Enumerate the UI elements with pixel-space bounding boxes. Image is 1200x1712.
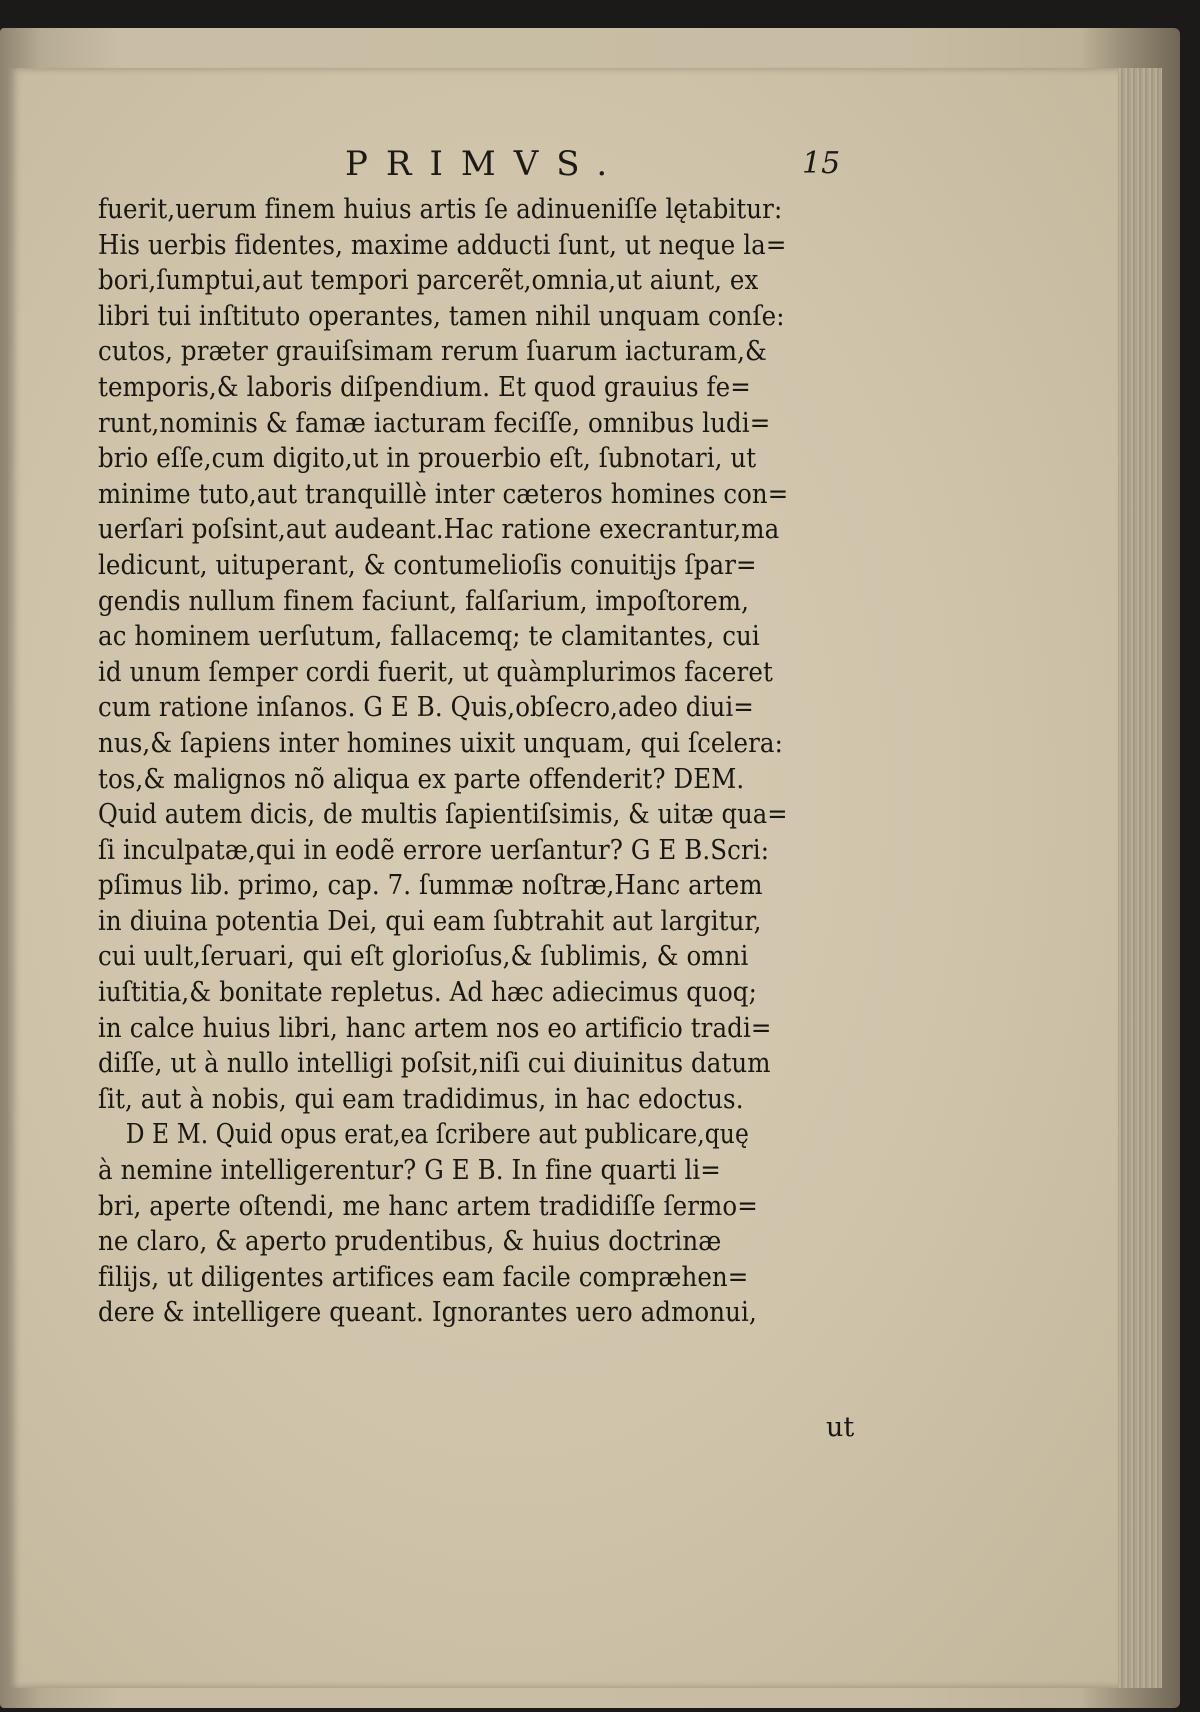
page-number: 15: [802, 146, 841, 181]
running-head-title: PRIMVS.: [345, 144, 626, 184]
page-edges: [1118, 68, 1162, 1688]
text-line: tos,& malignos nõ aliqua ex parte offenderit? DEM.: [98, 763, 745, 795]
text-line: uerſari poſsint,aut audeant.Hac ratione execrantur,ma: [98, 514, 780, 546]
text-line: ſi inculpatæ,qui in eodẽ errore uerſantur? G E B.Scri:: [98, 834, 770, 866]
text-line: D E M. Quid opus erat,ea ſcribere aut publicare,quę: [125, 1119, 749, 1151]
text-line: pſimus lib. primo, cap. 7. ſummæ noſtræ,Hanc artem: [98, 870, 763, 902]
catchword: ut: [826, 1412, 855, 1443]
text-line: ledicunt, uituperant, & contumelioſis conuitijs ſpar=: [98, 549, 757, 581]
text-line: dere & intelligere queant. Ignorantes uero admonui,: [98, 1297, 757, 1329]
text-line: bori,ſumptui,aut tempori parcerẽt,omnia,ut aiunt, ex: [98, 265, 759, 297]
text-line: gendis nullum finem faciunt, falſarium, impoſtorem,: [98, 585, 749, 617]
text-line: bri, aperte oſtendi, me hanc artem tradidiſſe ſermo=: [98, 1190, 758, 1222]
text-line: filijs, ut diligentes artifices eam facile compræhen=: [98, 1261, 749, 1293]
text-line: ſit, aut à nobis, qui eam tradidimus, in hac edoctus.: [98, 1083, 744, 1115]
text-line: in calce huius libri, hanc artem nos eo artificio tradi=: [98, 1012, 772, 1044]
text-line: diſſe, ut à nullo intelligi poſsit,niſi cui diuinitus datum: [98, 1048, 771, 1080]
text-line: cui uult,ſeruari, qui eſt glorioſus,& ſublimis, & omni: [98, 941, 749, 973]
text-line: iuſtitia,& bonitate repletus. Ad hæc adiecimus quoq;: [98, 977, 757, 1009]
text-line: minime tuto,aut tranquillè inter cæteros homines con=: [98, 478, 789, 510]
text-line: libri tui inſtituto operantes, tamen nihil unquam conſe:: [98, 300, 785, 332]
text-line: fuerit,uerum finem huius artis ſe adinueniſſe lętabitur:: [98, 194, 783, 225]
text-line: cutos, præter grauiſsimam rerum ſuarum iacturam,&: [98, 336, 767, 368]
text-line: ne claro, & aperto prudentibus, & huius doctrinæ: [98, 1226, 722, 1258]
text-line: brio eſſe,cum digito,ut in prouerbio eſt, ſubnotari, ut: [98, 443, 757, 475]
text-line: ac hominem uerſutum, fallacemq; te clamitantes, cui: [98, 621, 760, 653]
running-head: [0, 144, 1200, 184]
text-block: [98, 192, 858, 1331]
text-line: cum ratione inſanos. G E B. Quis,obſecro,adeo diui=: [98, 692, 754, 724]
text-line: temporis,& laboris diſpendium. Et quod grauius fe=: [98, 371, 751, 403]
text-line: nus,& ſapiens inter homines uixit unquam, qui ſcelera:: [98, 727, 783, 759]
text-line: in diuina potentia Dei, qui eam ſubtrahit aut largitur,: [98, 905, 762, 937]
text-line: runt,nominis & famæ iacturam feciſſe, omnibus ludi=: [98, 407, 771, 439]
text-line: à nemine intelligerentur? G E B. In fine quarti li=: [98, 1155, 721, 1187]
text-line: His uerbis fidentes, maxime adducti ſunt, ut neque la=: [98, 229, 787, 261]
text-line: Quid autem dicis, de multis ſapientiſsimis, & uitæ qua=: [98, 799, 788, 831]
text-line: id unum ſemper cordi fuerit, ut quàmplurimos faceret: [98, 656, 773, 688]
